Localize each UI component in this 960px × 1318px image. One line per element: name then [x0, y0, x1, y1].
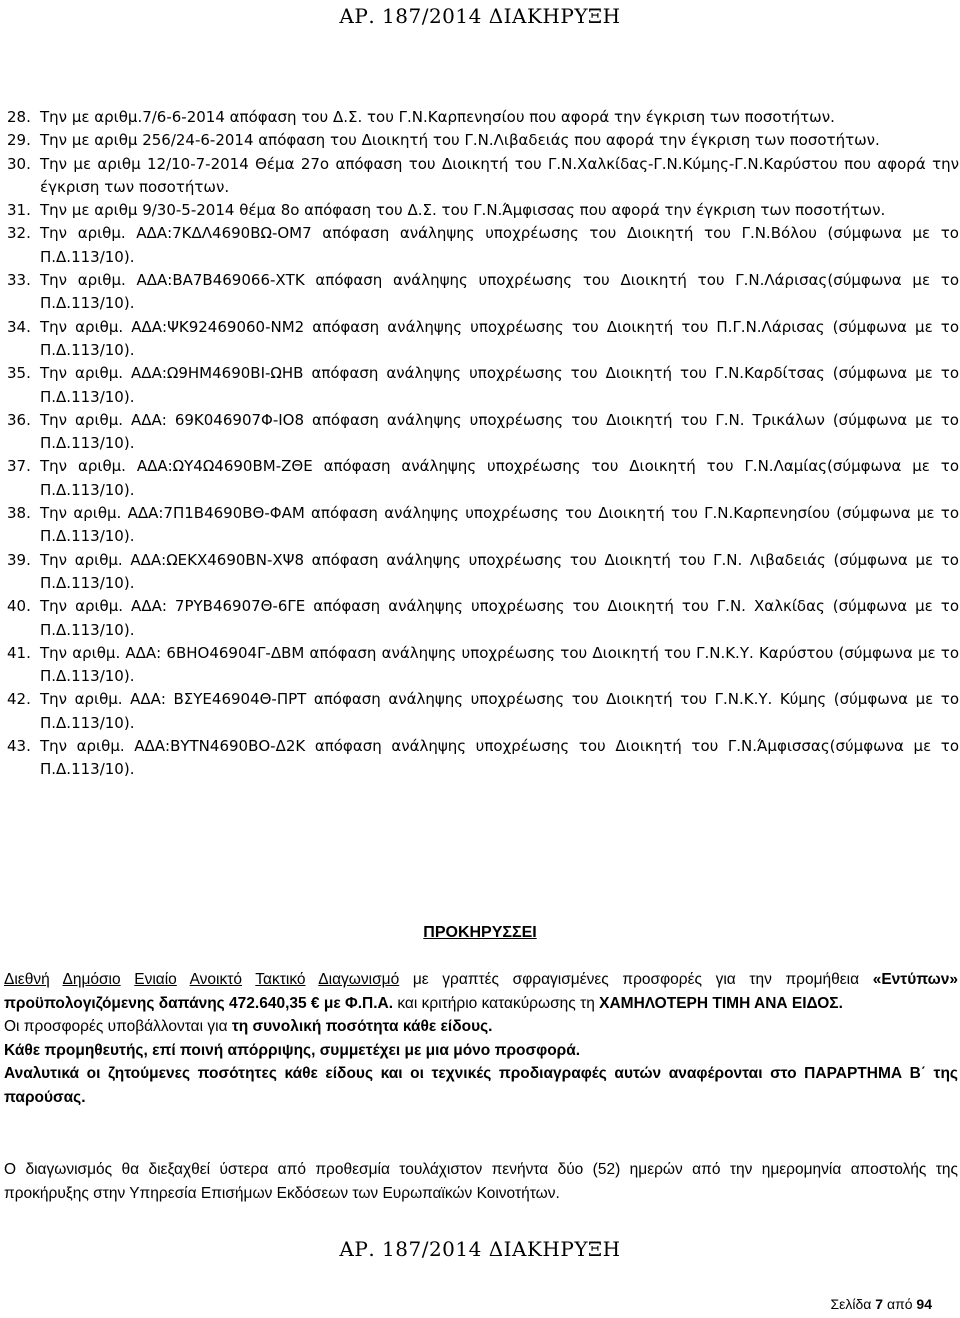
list-item-text: Την αριθμ. ΑΔΑ: 6ΒΗΟ46904Γ-ΔΒΜ απόφαση ανάληψης υποχρέωσης του Διοικητή του Γ.Ν.Κ.Υ. Καρύστου (σύμφωνα με το Π.Δ.113/10).: [40, 643, 959, 686]
footer-sep: από: [886, 1296, 913, 1312]
tender-text-1: με γραπτές σφραγισμένες προσφορές για την προμήθεια: [412, 971, 860, 988]
list-item: [7, 129, 959, 152]
tender-criterion: ΧΑΜΗΛΟΤΕΡΗ ΤΙΜΗ ΑΝΑ ΕΙΔΟΣ.: [599, 994, 843, 1012]
list-item-text: Την αριθμ. ΑΔΑ:7Π1Β4690ΒΘ-ΦΑΜ απόφαση ανάληψης υποχρέωσης του Διοικητή του Γ.Ν.Καρπενησίου (σύμφωνα με το Π.Δ.113/10).: [40, 504, 959, 546]
list-item-number: 29.: [7, 131, 31, 150]
word-open: Ανοικτό: [189, 971, 242, 988]
page-footer: [831, 1296, 933, 1312]
considerations-list: [7, 106, 959, 782]
list-item: [7, 362, 959, 409]
deadline-paragraph: Ο διαγωνισμός θα διεξαχθεί ύστερα από προθεσμία τουλάχιστον πενήντα δύο (52) ημερών από την ημερομηνία αποστολής της προκήρυξης στην Υπηρεσία Επισήμων Εκδόσεων των Ευρωπαϊκών Κοινοτήτων.: [4, 1161, 958, 1202]
list-item: [7, 199, 959, 222]
list-item: [7, 409, 959, 456]
list-item-text: Την αριθμ. ΑΔΑ:ΒΥΤΝ4690ΒΟ-Δ2Κ απόφαση ανάληψης υποχρέωσης του Διοικητή του Γ.Ν.Άμφισσας(σύμφωνα με το Π.Δ.113/10).: [40, 737, 959, 779]
word-regular: Τακτικό: [255, 971, 306, 988]
list-item: [7, 222, 959, 269]
list-item-text: Την αριθμ. ΑΔΑ:ΨΚ92469060-ΝΜ2 απόφαση ανάληψης υποχρέωσης του Διοικητή του Π.Γ.Ν.Λάρισας (σύμφωνα με το Π.Δ.113/10).: [40, 317, 959, 359]
tender-budget: «Εντύπων» προϋπολογιζόμενης δαπάνης 472.640,35 € με Φ.Π.Α.: [4, 971, 958, 1012]
list-item-number: 33.: [7, 271, 31, 290]
footer-total: 94: [916, 1296, 932, 1312]
section-title: ΠΡΟΚΗΡΥΣΣΕΙ: [423, 924, 537, 941]
offers-line: [4, 1015, 958, 1039]
list-item-text: Την αριθμ. ΑΔΑ: ΒΣΥΕ46904Θ-ΠΡΤ απόφαση ανάληψης υποχρέωσης του Διοικητή του Γ.Ν.Κ.Υ. Κύμης (σύμφωνα με το Π.Δ.113/10).: [40, 690, 959, 732]
list-item: [7, 106, 959, 129]
list-item: [7, 642, 959, 689]
word-public: Δημόσιο: [62, 971, 121, 988]
list-item-number: 42.: [7, 690, 31, 709]
list-item: [7, 595, 959, 642]
list-item-text: Την αριθμ. ΑΔΑ:ΒΑ7Β469066-ΧΤΚ απόφαση ανάληψης υποχρέωσης του Διοικητή του Γ.Ν.Λάρισας(σύμφωνα με το Π.Δ.113/10).: [40, 271, 959, 313]
list-item: [7, 455, 959, 502]
list-item-number: 36.: [7, 410, 31, 429]
list-item-text: Την αριθμ. ΑΔΑ:ΩΥ4Ω4690ΒΜ-ΖΘΕ απόφαση ανάληψης υποχρέωσης του Διοικητή του Γ.Ν.Λαμίας(σύμφωνα με το Π.Δ.113/10).: [40, 457, 959, 499]
page-header: ΑΡ. 187/2014 ΔΙΑΚΗΡΥΞΗ: [339, 4, 621, 28]
list-item-number: 35.: [7, 364, 31, 383]
list-item-number: 38.: [7, 504, 31, 523]
list-item-text: Την αριθμ. ΑΔΑ:ΩΕΚΧ4690ΒΝ-ΧΨ8 απόφαση ανάληψης υποχρέωσης του Διοικητή του Γ.Ν. Λιβαδειάς (σύμφωνα με το Π.Δ.113/10).: [40, 550, 959, 592]
list-item: [7, 316, 959, 363]
word-unified: Ενιαίο: [134, 971, 177, 988]
list-item-number: 31.: [7, 201, 31, 220]
list-item: [7, 153, 959, 200]
list-item-number: 34.: [7, 317, 31, 336]
footer-label: Σελίδα: [830, 1296, 872, 1312]
list-item-number: 30.: [7, 154, 31, 173]
offers-bold: τη συνολική ποσότητα κάθε είδους.: [231, 1018, 493, 1035]
tender-announcement: [4, 968, 958, 1109]
list-item: [7, 502, 959, 549]
list-item-number: 43.: [7, 737, 31, 756]
list-item: [7, 688, 959, 735]
list-item-number: 39.: [7, 550, 31, 569]
list-item-text: Την με αριθμ 9/30-5-2014 θέμα 8ο απόφαση του Δ.Σ. του Γ.Ν.Άμφισσας που αφορά την έγκριση των ποσοτήτων.: [40, 201, 886, 220]
list-item-number: 40.: [7, 597, 31, 616]
list-item-text: Την με αριθμ.7/6-6-2014 απόφαση του Δ.Σ. του Γ.Ν.Καρπενησίου που αφορά την έγκριση των ποσοτήτων.: [40, 108, 835, 126]
word-tender: Διαγωνισμό: [318, 971, 400, 988]
list-item-text: Την αριθμ. ΑΔΑ: 7ΡΥΒ46907Θ-6ΓΕ απόφαση ανάληψης υποχρέωσης του Διοικητή του Γ.Ν. Χαλκίδας (σύμφωνα με το Π.Δ.113/10).: [40, 597, 959, 639]
list-item-text: Την με αριθμ 256/24-6-2014 απόφαση του Διοικητή του Γ.Ν.Λιβαδειάς που αφορά την έγκριση των ποσοτήτων.: [40, 131, 880, 150]
list-item-number: 41.: [7, 643, 31, 662]
list-item: [7, 269, 959, 316]
list-item-number: 28.: [7, 108, 31, 126]
single-offer-line: Κάθε προμηθευτής, επί ποινή απόρριψης, συμμετέχει με μια μόνο προσφορά.: [4, 1041, 581, 1059]
list-item-text: Την αριθμ. ΑΔΑ:Ω9ΗΜ4690ΒΙ-ΩΗΒ απόφαση ανάληψης υποχρέωσης του Διοικητή του Γ.Ν.Καρδίτσας (σύμφωνα με το Π.Δ.113/10).: [40, 364, 959, 406]
list-item-number: 37.: [7, 457, 31, 476]
tender-paragraph: [4, 968, 958, 1015]
list-item-text: Την με αριθμ 12/10-7-2014 Θέμα 27ο απόφαση του Διοικητή του Γ.Ν.Χαλκίδας-Γ.Ν.Κύμης-Γ.Ν.Καρύστου που αφορά την έγκριση των ποσοτήτων.: [40, 154, 959, 196]
list-item: [7, 735, 959, 782]
offers-text: Οι προσφορές υποβάλλονται για: [4, 1018, 228, 1035]
footer-page: 7: [875, 1296, 884, 1312]
annex-line: Αναλυτικά οι ζητούμενες ποσότητες κάθε είδους και οι τεχνικές προδιαγραφές αυτών αναφέρονται στο ΠΑΡΑΡΤΗΜΑ Β΄ της παρούσας.: [4, 1065, 958, 1106]
list-item-text: Την αριθμ. ΑΔΑ: 69Κ046907Φ-ΙΟ8 απόφαση ανάληψης υποχρέωσης του Διοικητή του Γ.Ν. Τρικάλων (σύμφωνα με το Π.Δ.113/10).: [40, 410, 959, 453]
page-header-repeat: ΑΡ. 187/2014 ΔΙΑΚΗΡΥΞΗ: [339, 1237, 621, 1261]
list-item-text: Την αριθμ. ΑΔΑ:7ΚΔΛ4690ΒΩ-ΟΜ7 απόφαση ανάληψης υποχρέωσης του Διοικητή του Γ.Ν.Βόλου (σύμφωνα με το Π.Δ.113/10).: [40, 224, 959, 266]
tender-text-2: και κριτήριο κατακύρωσης τη: [397, 994, 595, 1012]
word-international: Διεθνή: [4, 971, 50, 988]
list-item: [7, 549, 959, 596]
list-item-number: 32.: [7, 224, 31, 243]
